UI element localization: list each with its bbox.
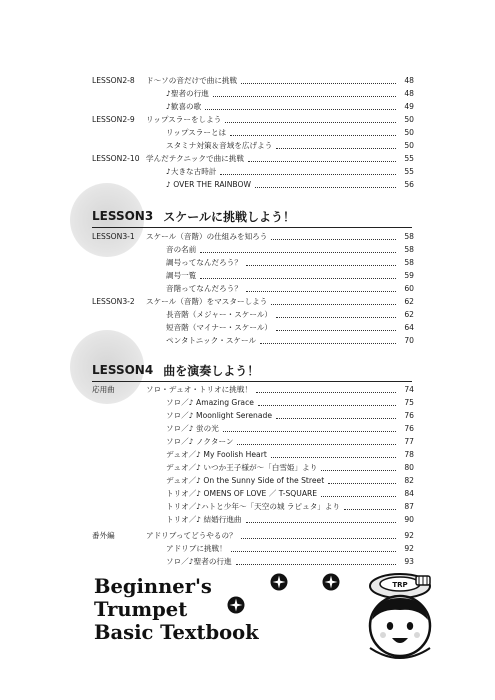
toc-row[interactable] — [92, 542, 414, 555]
toc-page: 58 — [404, 258, 414, 267]
toc-page: 82 — [404, 476, 414, 485]
toc-page: 62 — [404, 310, 414, 319]
lesson-title: スケールに挑戦しよう！ — [163, 209, 295, 224]
toc-leader — [231, 551, 396, 552]
trumpet-mascot-icon — [360, 568, 440, 664]
toc-page: 78 — [404, 450, 414, 459]
toc-page: 50 — [404, 128, 414, 137]
toc-leader — [205, 109, 396, 110]
toc-row[interactable] — [92, 282, 414, 295]
toc-row[interactable] — [92, 448, 414, 461]
toc-row[interactable] — [92, 74, 414, 87]
toc-title: ペンタトニック・スケール — [166, 336, 257, 345]
lesson-number: LESSON3 — [92, 209, 154, 223]
toc-title: ♪大きな古時計 — [166, 167, 217, 176]
toc-row[interactable] — [92, 461, 414, 474]
toc-title: ソロ／♪ 蛍の光 — [166, 424, 219, 433]
toc-title: ♪歓喜の歌 — [166, 102, 202, 111]
toc-title: ♪聖者の行進 — [166, 89, 209, 98]
toc-page: 64 — [404, 323, 414, 332]
brand-line-3: Basic Textbook — [94, 621, 259, 644]
toc-leader — [241, 538, 396, 539]
toc-title: ♪ OVER THE RAINBOW — [166, 180, 251, 189]
toc-leader — [321, 496, 396, 497]
toc-title: ド～ソの音だけで曲に挑戦 — [146, 76, 238, 85]
toc-title: ソロ・デュオ・トリオに挑戦！ — [146, 385, 253, 394]
toc-title: スケール（音階）の仕組みを知ろう — [146, 232, 268, 241]
toc-row[interactable] — [92, 126, 414, 139]
toc-title: 音階ってなんだろう？ — [166, 284, 242, 293]
toc-page: 93 — [404, 557, 414, 566]
toc-leader — [276, 317, 396, 318]
toc-leader — [237, 444, 396, 445]
toc-row[interactable] — [92, 383, 414, 396]
toc-code: 番外編 — [92, 531, 115, 540]
toc-page: 77 — [404, 437, 414, 446]
toc-row[interactable] — [92, 513, 414, 526]
toc-title: トリオ／♪ハトと少年～「天空の城 ラピュタ」より — [166, 502, 341, 511]
toc-leader — [230, 135, 396, 136]
toc-title: トリオ／♪ 結婚行進曲 — [166, 515, 242, 524]
toc-page: 58 — [404, 232, 414, 241]
lesson-number: LESSON4 — [92, 363, 154, 377]
toc-title: デュオ／♪ My Foolish Heart — [166, 450, 267, 459]
toc-page: 58 — [404, 245, 414, 254]
toc-page: 50 — [404, 141, 414, 150]
toc-row[interactable] — [92, 139, 414, 152]
toc-row[interactable] — [92, 409, 414, 422]
toc-page: 62 — [404, 297, 414, 306]
bell-label: TRP — [392, 581, 408, 589]
toc-page: 60 — [404, 284, 414, 293]
toc-leader — [255, 187, 396, 188]
toc-leader — [236, 564, 396, 565]
toc-leader — [220, 174, 396, 175]
toc-leader — [271, 304, 396, 305]
toc-row[interactable] — [92, 113, 414, 126]
toc-title: リップスラーをしよう — [146, 115, 222, 124]
toc-title: アドリブに挑戦！ — [166, 544, 227, 553]
toc-row[interactable] — [92, 396, 414, 409]
toc-leader — [321, 470, 396, 471]
clover-icon — [227, 596, 245, 614]
toc-leader — [271, 239, 396, 240]
toc-row[interactable] — [92, 334, 414, 347]
toc-code: LESSON3-1 — [92, 232, 135, 241]
toc-title: デュオ／♪ On the Sunny Side of the Street — [166, 476, 325, 485]
toc-page: 56 — [404, 180, 414, 189]
toc-page: 49 — [404, 102, 414, 111]
lesson3-heading[interactable] — [92, 205, 412, 228]
toc-leader — [256, 392, 396, 393]
toc-row[interactable] — [92, 487, 414, 500]
clover-icon — [322, 573, 340, 591]
toc-leader — [276, 418, 396, 419]
toc-page: 92 — [404, 544, 414, 553]
toc-page: 80 — [404, 463, 414, 472]
toc-row[interactable] — [92, 165, 414, 178]
toc-title: 調号一覧 — [166, 271, 197, 280]
toc-leader — [200, 278, 396, 279]
toc-page: 74 — [404, 385, 414, 394]
toc-leader — [248, 161, 396, 162]
toc-title: 長音階（メジャー・スケール） — [166, 310, 273, 319]
toc-row[interactable] — [92, 555, 414, 568]
clover-icon — [270, 573, 288, 591]
toc-row[interactable] — [92, 500, 414, 513]
toc-row[interactable] — [92, 178, 414, 191]
toc-code: LESSON2-8 — [92, 76, 135, 85]
toc-row[interactable] — [92, 243, 414, 256]
toc-leader — [344, 509, 396, 510]
toc-title: スタミナ対策＆音域を広げよう — [166, 141, 273, 150]
toc-row[interactable] — [92, 152, 414, 165]
toc-title: ソロ／♪ Moonlight Serenade — [166, 411, 273, 420]
toc-row[interactable] — [92, 256, 414, 269]
toc-leader — [271, 457, 396, 458]
lesson-title: 曲を演奏しよう！ — [163, 363, 260, 378]
toc-title: リップスラーとは — [166, 128, 227, 137]
toc-page: 90 — [404, 515, 414, 524]
toc-title: 短音階（マイナー・スケール） — [166, 323, 273, 332]
toc-code: LESSON3-2 — [92, 297, 135, 306]
toc-page: 87 — [404, 502, 414, 511]
toc-page: 48 — [404, 89, 414, 98]
toc-code: LESSON2-10 — [92, 154, 140, 163]
toc-leader — [276, 330, 396, 331]
toc-title: ソロ／♪ Amazing Grace — [166, 398, 254, 407]
toc-row[interactable] — [92, 269, 414, 282]
toc-page: 70 — [404, 336, 414, 345]
toc-title: スケール（音階）をマスターしよう — [146, 297, 268, 306]
toc-page: 50 — [404, 115, 414, 124]
toc-page: 76 — [404, 424, 414, 433]
toc-title: トリオ／♪ OMENS OF LOVE ／ T-SQUARE — [166, 489, 318, 498]
toc-leader — [328, 483, 396, 484]
toc-row[interactable] — [92, 435, 414, 448]
toc-title: ソロ／♪聖者の行進 — [166, 557, 232, 566]
toc-leader — [223, 431, 396, 432]
toc-row[interactable] — [92, 321, 414, 334]
toc-code: 応用曲 — [92, 385, 115, 394]
toc-leader — [246, 291, 396, 292]
toc-row[interactable] — [92, 474, 414, 487]
toc-row[interactable] — [92, 529, 414, 542]
toc-page: 75 — [404, 398, 414, 407]
brand-line-1: Beginner's — [94, 575, 212, 598]
toc-page: 48 — [404, 76, 414, 85]
toc-title: 音の名前 — [166, 245, 197, 254]
toc-leader — [200, 252, 396, 253]
toc-leader — [213, 96, 396, 97]
brand-line-2: Trumpet — [94, 598, 188, 621]
toc-title: ソロ／♪ ノクターン — [166, 437, 234, 446]
toc-page: 55 — [404, 167, 414, 176]
toc-row[interactable] — [92, 230, 414, 243]
toc-code: LESSON2-9 — [92, 115, 135, 124]
toc-leader — [258, 405, 396, 406]
toc-leader — [276, 148, 396, 149]
toc-leader — [246, 265, 396, 266]
lesson4-heading[interactable] — [92, 359, 412, 382]
toc-title: アドリブってどうやるの？ — [146, 531, 237, 540]
toc-row[interactable] — [92, 308, 414, 321]
toc-title: 学んだテクニックで曲に挑戦 — [146, 154, 244, 163]
toc-row[interactable] — [92, 100, 414, 113]
toc-page: 84 — [404, 489, 414, 498]
toc-page: 92 — [404, 531, 414, 540]
toc-page: 76 — [404, 411, 414, 420]
toc-row[interactable] — [92, 295, 414, 308]
toc-leader — [241, 83, 396, 84]
toc-leader — [246, 522, 396, 523]
toc-page: 55 — [404, 154, 414, 163]
toc-row[interactable] — [92, 87, 414, 100]
toc-title: 調号ってなんだろう？ — [166, 258, 242, 267]
toc-title: デュオ／♪ いつか王子様が～「白雪姫」より — [166, 463, 318, 472]
toc-leader — [260, 343, 396, 344]
toc-leader — [225, 122, 396, 123]
toc-page: 59 — [404, 271, 414, 280]
toc-row[interactable] — [92, 422, 414, 435]
